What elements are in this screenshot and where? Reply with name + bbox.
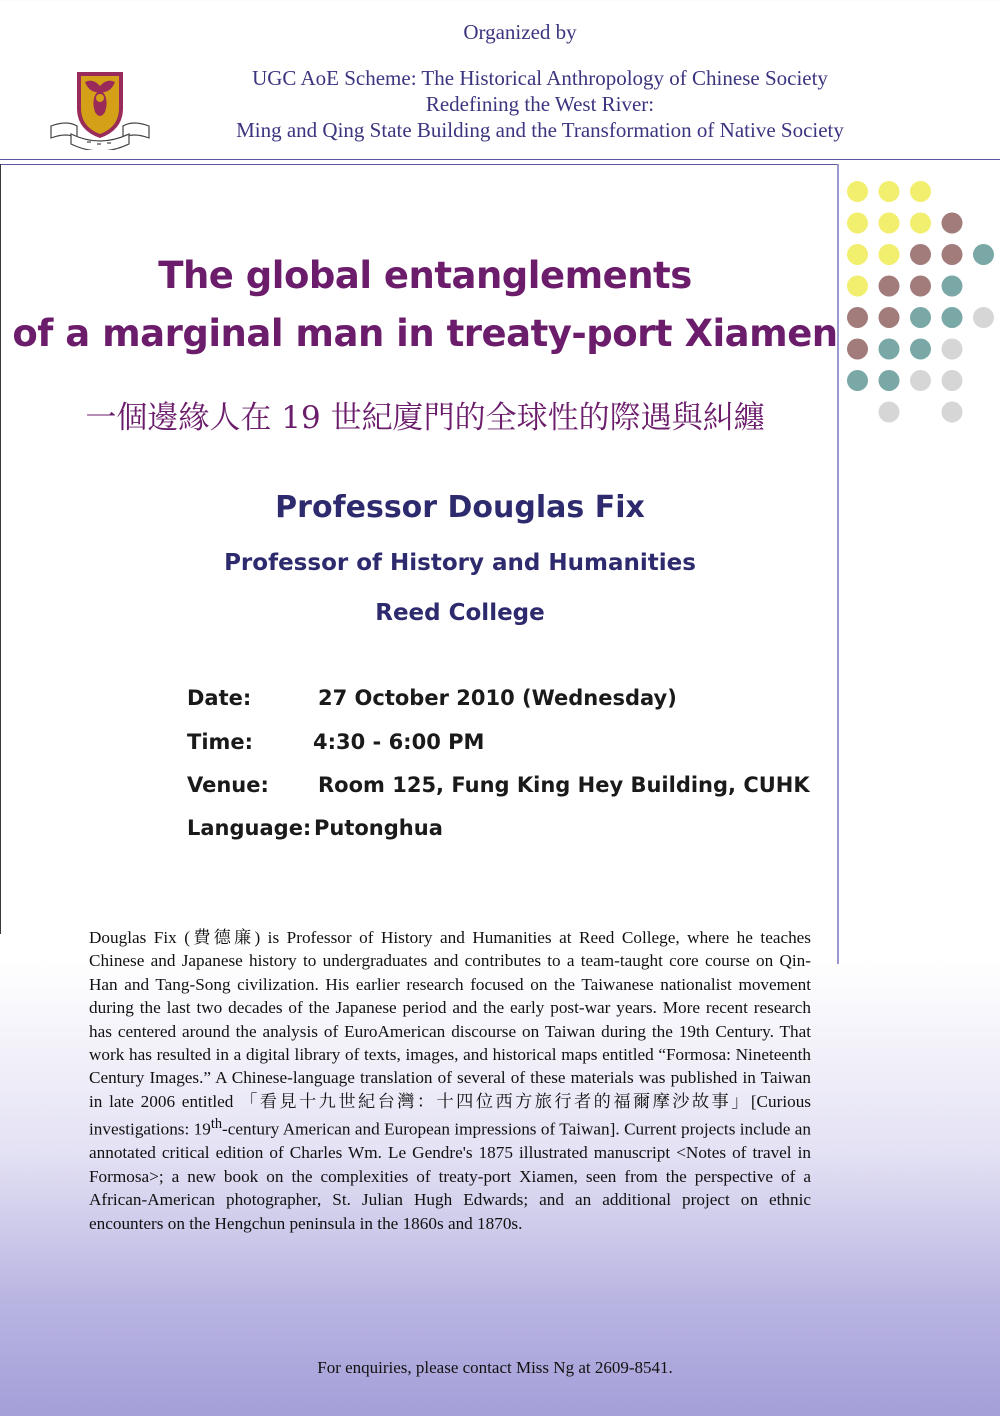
organizer-line-1: UGC AoE Scheme: The Historical Anthropology of Chinese Society [252, 66, 828, 90]
decor-dot-teal [879, 370, 900, 391]
decor-dot-teal [910, 339, 931, 360]
decor-dot-grey [942, 370, 963, 391]
decor-dot-teal [879, 339, 900, 360]
organized-by-label: Organized by [463, 20, 577, 44]
decor-dot-grey [942, 402, 963, 423]
decor-dot-teal [847, 370, 868, 391]
decor-dot-teal [942, 276, 963, 297]
decor-dot-mauve [847, 339, 868, 360]
speaker-position: Professor of History and Humanities [224, 550, 696, 576]
decor-dot-yellow [879, 213, 900, 234]
speaker-institution: Reed College [375, 600, 545, 626]
language-label: Language: [187, 816, 312, 840]
decor-dot-mauve [879, 276, 900, 297]
venue-value: Room 125, Fung King Hey Building, CUHK [318, 773, 810, 797]
decor-dot-mauve [879, 307, 900, 328]
bio-text-part-2: -century American and European impressions of Taiwan]. Current projects include an annotated critical edition of Charles Wm. Le Gendre's 1875 illustrated manuscript <Notes of travel in Formosa>; a new book on the complexities of treaty-port Xiamen, seen from the perspective of a African-American photographer, St. Julian Hugh Edwards; and an additional project on ethnic encounters on the Hengchun peninsula in the 1860s and 1870s. [89, 1119, 811, 1233]
time-value: 4:30 - 6:00 PM [313, 730, 485, 754]
decor-dot-teal [973, 244, 994, 265]
speaker-biography [89, 926, 811, 1235]
venue-label: Venue: [187, 773, 269, 797]
organizer-line-2: Redefining the West River: [425, 92, 655, 116]
language-value: Putonghua [314, 816, 443, 840]
header-divider-bottom [0, 164, 838, 165]
decor-dot-yellow [847, 244, 868, 265]
header-divider-top [0, 159, 1000, 160]
decor-dot-yellow [910, 181, 931, 202]
decor-dot-mauve [910, 276, 931, 297]
decor-dot-yellow [910, 213, 931, 234]
date-value: 27 October 2010 (Wednesday) [318, 686, 677, 710]
decor-dot-grey [942, 339, 963, 360]
time-label: Time: [187, 730, 254, 754]
decor-dot-yellow [847, 213, 868, 234]
decor-dot-teal [910, 307, 931, 328]
decor-dot-yellow [879, 244, 900, 265]
contact-info: For enquiries, please contact Miss Ng at 2609-8541. [317, 1358, 673, 1377]
decor-dot-yellow [847, 181, 868, 202]
decor-dot-mauve [910, 244, 931, 265]
decor-dot-grey [910, 370, 931, 391]
talk-title-chinese: 一個邊緣人在 19 世紀廈門的全球性的際遇與糾纏 [85, 400, 765, 436]
bio-superscript: th [210, 1116, 223, 1133]
bio-text-part-1: Douglas Fix (費德廉) is Professor of History and Humanities at Reed College, where he teaches Chinese and Japanese history to undergraduates and contributes to a team-taught core course on Qin-Han and Tang-Song civilization. His earlier research focused on the Taiwanese nationalist movement during the last two decades of the Japanese period and the early post-war years. More recent research has centered around the analysis of EuroAmerican discourse on Taiwan during the 19th Century. That work has resulted in a digital library of texts, images, and historical maps entitled “Formosa: Nineteenth Century Images.” A Chinese-language translation of several of these materials was published in Taiwan in late 2006 entitled 「看見十九世紀台灣：十四位西方旅行者的福爾摩沙故事」[Curious investigations: 19 [89, 928, 811, 1139]
decor-dot-teal [942, 307, 963, 328]
talk-title-line-1: The global entanglements [158, 254, 692, 297]
speaker-name: Professor Douglas Fix [275, 490, 645, 525]
talk-title-line-2: of a marginal man in treaty-port Xiamen [12, 312, 838, 355]
decor-dot-grey [973, 307, 994, 328]
decor-dot-grey [879, 402, 900, 423]
date-label: Date: [187, 686, 252, 710]
decor-dot-mauve [942, 213, 963, 234]
university-crest-icon [47, 68, 153, 150]
organizer-line-3: Ming and Qing State Building and the Transformation of Native Society [236, 118, 844, 142]
decor-dot-mauve [942, 244, 963, 265]
decor-dot-mauve [847, 307, 868, 328]
decor-dot-yellow [847, 276, 868, 297]
decor-dot-yellow [879, 181, 900, 202]
decorative-dot-grid [844, 176, 994, 436]
